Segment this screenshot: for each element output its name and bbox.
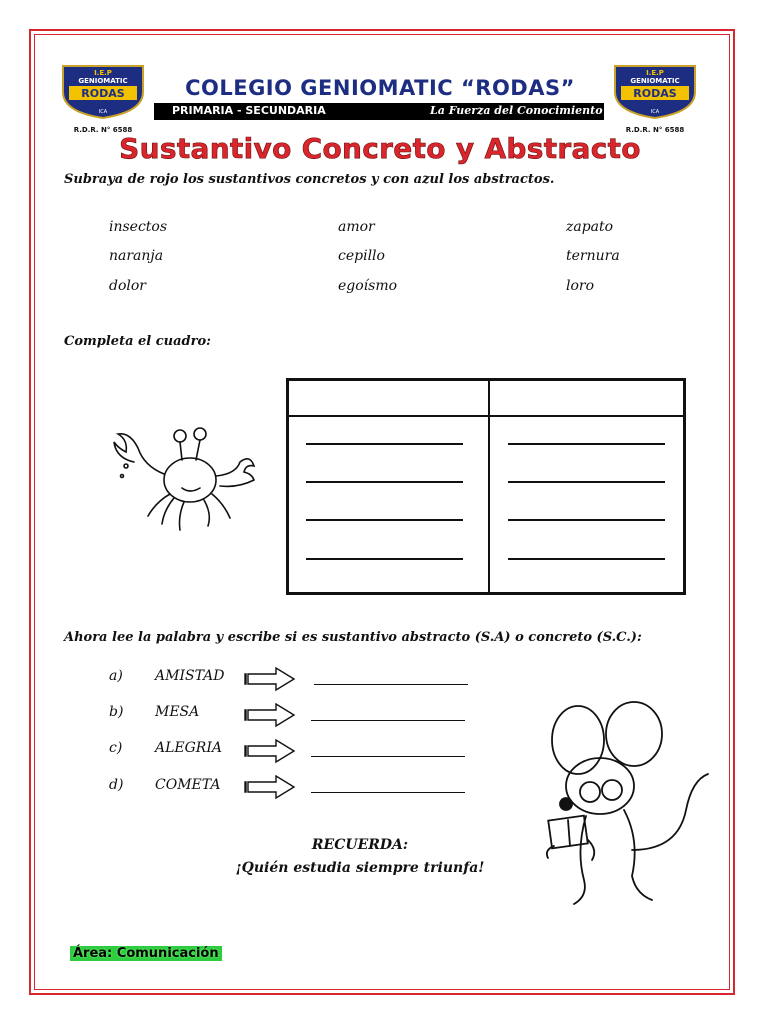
school-motto: La Fuerza del Conocimiento	[430, 104, 603, 117]
word-item: zapato	[566, 219, 614, 235]
subject-area-label: Área: Comunicación	[70, 946, 222, 961]
arrow-right-icon	[244, 702, 296, 728]
table-blank-line[interactable]	[306, 558, 463, 560]
arrow-right-icon	[244, 666, 296, 692]
table-blank-line[interactable]	[508, 443, 665, 445]
table-header-line	[289, 415, 683, 417]
reminder-heading: RECUERDA:	[311, 837, 409, 853]
item-word: ALEGRIA	[155, 740, 222, 756]
answer-line[interactable]	[311, 756, 465, 757]
item-word: MESA	[155, 704, 200, 720]
table-blank-line[interactable]	[306, 443, 463, 445]
school-levels: PRIMARIA - SECUNDARIA	[172, 104, 326, 117]
table-blank-line[interactable]	[306, 481, 463, 483]
logo-top-text: I.E.P	[646, 69, 664, 77]
logo-mid-text: GENIOMATIC	[78, 77, 128, 85]
school-logo-left	[59, 62, 147, 134]
logo-name-text: RODAS	[633, 87, 677, 100]
logo-caption: R.D.R. N° 6588	[73, 126, 133, 134]
item-letter: d)	[109, 777, 124, 793]
logo-caption: R.D.R. N° 6588	[625, 126, 685, 134]
school-logo-right	[611, 62, 699, 134]
answer-line[interactable]	[314, 684, 468, 685]
table-blank-line[interactable]	[508, 558, 665, 560]
logo-city-text: ICA	[650, 109, 660, 115]
word-item: cepillo	[338, 248, 385, 264]
school-name: COLEGIO GENIOMATIC “RODAS”	[185, 76, 575, 100]
header-subtitle-band	[154, 103, 604, 120]
answer-line[interactable]	[311, 720, 465, 721]
table-blank-line[interactable]	[508, 519, 665, 521]
logo-city-text: ICA	[98, 109, 108, 115]
table-divider	[488, 381, 490, 592]
item-letter: c)	[109, 740, 123, 756]
logo-mid-text: GENIOMATIC	[630, 77, 680, 85]
mouse-reading-illustration-icon	[528, 700, 712, 908]
word-item: loro	[566, 278, 595, 294]
table-blank-line[interactable]	[508, 481, 665, 483]
item-letter: a)	[109, 668, 123, 684]
word-item: amor	[338, 219, 375, 235]
instruction-underline: Subraya de rojo los sustantivos concretos y con azul los abstractos.	[64, 172, 555, 187]
classification-table	[286, 378, 686, 595]
item-letter: b)	[109, 704, 124, 720]
reminder-text: ¡Quién estudia siempre triunfa!	[235, 860, 485, 876]
word-item: naranja	[109, 248, 164, 264]
item-word: COMETA	[155, 777, 221, 793]
worksheet-title: Sustantivo Concreto y Abstracto	[119, 132, 641, 165]
answer-line[interactable]	[311, 792, 465, 793]
word-item: egoísmo	[338, 278, 398, 294]
instruction-classify: Ahora lee la palabra y escribe si es sustantivo abstracto (S.A) o concreto (S.C.):	[64, 630, 642, 645]
arrow-right-icon	[244, 774, 296, 800]
logo-top-text: I.E.P	[94, 69, 112, 77]
item-word: AMISTAD	[155, 668, 225, 684]
crab-illustration-icon	[108, 418, 260, 536]
table-blank-line[interactable]	[306, 519, 463, 521]
instruction-complete-table: Completa el cuadro:	[64, 334, 211, 349]
word-item: insectos	[109, 219, 168, 235]
word-item: ternura	[566, 248, 620, 264]
shield-icon	[611, 62, 699, 120]
arrow-right-icon	[244, 738, 296, 764]
logo-name-text: RODAS	[81, 87, 125, 100]
word-item: dolor	[109, 278, 146, 294]
shield-icon	[59, 62, 147, 120]
